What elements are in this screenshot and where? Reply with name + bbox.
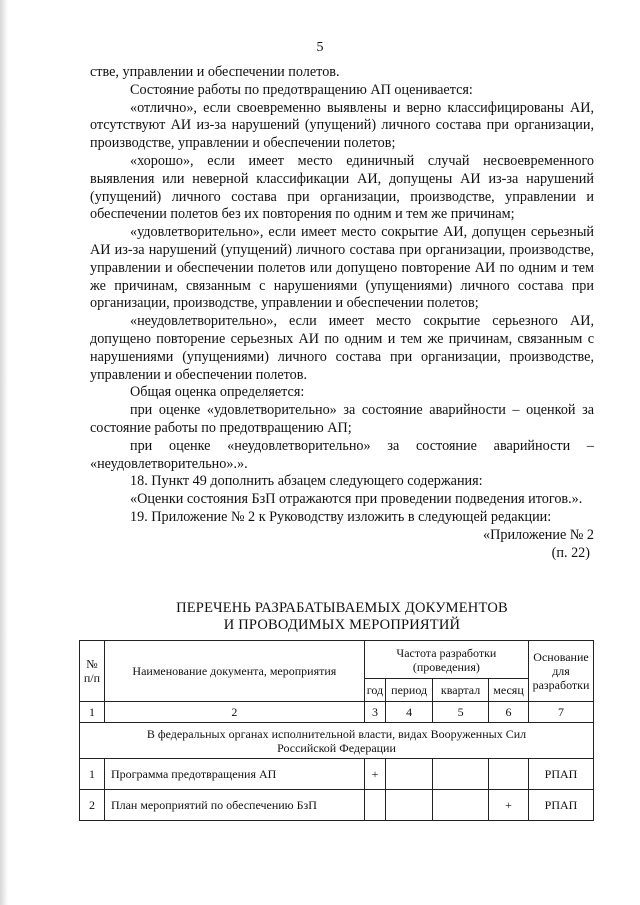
paragraph: «хорошо», если имеет место единичный случай несвоевременного выявления или неверной классификации АИ, допущены АИ из-за нарушений (упущений) личного состава при организации, производстве, управлении и обеспечении полетов без их повторения по одним и тем же причинам; (90, 152, 594, 223)
paragraph: при оценке «удовлетворительно» за состояние аварийности – оценкой за состояние работы по предотвращению АП; (90, 402, 594, 436)
row-month (489, 759, 529, 790)
table-row (80, 759, 594, 790)
col-number: 3 (364, 702, 385, 723)
row-num: 1 (80, 759, 105, 790)
header-num: № п/п (80, 641, 105, 702)
row-year: + (364, 759, 385, 790)
appendix-label: «Приложение № 2 (483, 526, 594, 543)
section-row (80, 723, 594, 759)
paragraph: Общая оценка определяется: (130, 384, 305, 401)
documents-table (79, 640, 594, 821)
page-number: 5 (316, 40, 324, 55)
paragraph: «отлично», если своевременно выявлены и верно классифицированы АИ, отсутствуют АИ из-за нарушений (упущений) личного состава при организации, производстве, управлении и обеспечении полетов; (90, 99, 594, 152)
row-period (386, 790, 433, 821)
row-name: Программа предотвращения АП (104, 759, 364, 790)
col-number: 4 (386, 702, 433, 723)
list-title-line: ПЕРЕЧЕНЬ РАЗРАБАТЫВАЕМЫХ ДОКУМЕНТОВ (176, 600, 508, 616)
header-basis: Основание для разработки (529, 641, 594, 702)
header-period: период (386, 679, 433, 702)
row-num: 2 (80, 790, 105, 821)
scan-left-edge (0, 0, 8, 905)
paragraph: «Оценки состояния БзП отражаются при проведении подведения итогов.». (130, 491, 583, 508)
appendix-ref: (п. 22) (551, 544, 590, 561)
header-year: год (364, 679, 385, 702)
body-text (90, 64, 594, 562)
col-number: 7 (529, 702, 594, 723)
list-title-line: И ПРОВОДИМЫХ МЕРОПРИЯТИЙ (223, 617, 461, 633)
row-year (364, 790, 385, 821)
paragraph: стве, управлении и обеспечении полетов. (90, 64, 340, 80)
row-basis: РПАП (529, 759, 594, 790)
paragraph: «удовлетворительно», если имеет место сокрытие АИ, допущен серьезный АИ из-за нарушений (упущений) личного состава при организации, производстве, управлении и обеспечении полетов или допущено повторение АИ по одним и тем же причинам, связанным с нарушениями (упущениями) личного состава при организации, производстве, управлении и обеспечении полетов; (90, 224, 594, 312)
paragraph: «неудовлетворительно», если имеет место сокрытие серьезного АИ, допущено повторение серьезных АИ по одним и тем же причинам, связанным с нарушениями (упущениями) личного состава при организации, производстве, управлении и обеспечении полетов. (90, 313, 594, 383)
row-basis: РПАП (529, 790, 594, 821)
row-name: План мероприятий по обеспечению БзП (104, 790, 364, 821)
header-month: месяц (489, 679, 529, 702)
column-number-row (80, 702, 594, 723)
col-number: 5 (433, 702, 489, 723)
header-quarter: квартал (433, 679, 489, 702)
row-period (386, 759, 433, 790)
paragraph: 19. Приложение № 2 к Руководству изложить в следующей редакции: (130, 508, 552, 525)
row-quarter (433, 790, 489, 821)
header-name: Наименование документа, мероприятия (104, 641, 364, 702)
table-header-row (80, 641, 594, 679)
row-quarter (433, 759, 489, 790)
row-month: + (489, 790, 529, 821)
section-heading: В федеральных органах исполнительной власти, видах Вооруженных Сил Российской Федерации (80, 723, 594, 759)
list-title (90, 600, 594, 634)
header-frequency: Частота разработки (проведения) (364, 641, 528, 679)
paragraph: 18. Пункт 49 дополнить абзацем следующего содержания: (130, 473, 483, 490)
col-number: 1 (80, 702, 105, 723)
paragraph: при оценке «неудовлетворительно» за состояние аварийности – «неудовлетворительно».». (90, 437, 594, 472)
col-number: 6 (489, 702, 529, 723)
table-row (80, 790, 594, 821)
paragraph: Состояние работы по предотвращению АП оценивается: (130, 81, 473, 98)
col-number: 2 (104, 702, 364, 723)
